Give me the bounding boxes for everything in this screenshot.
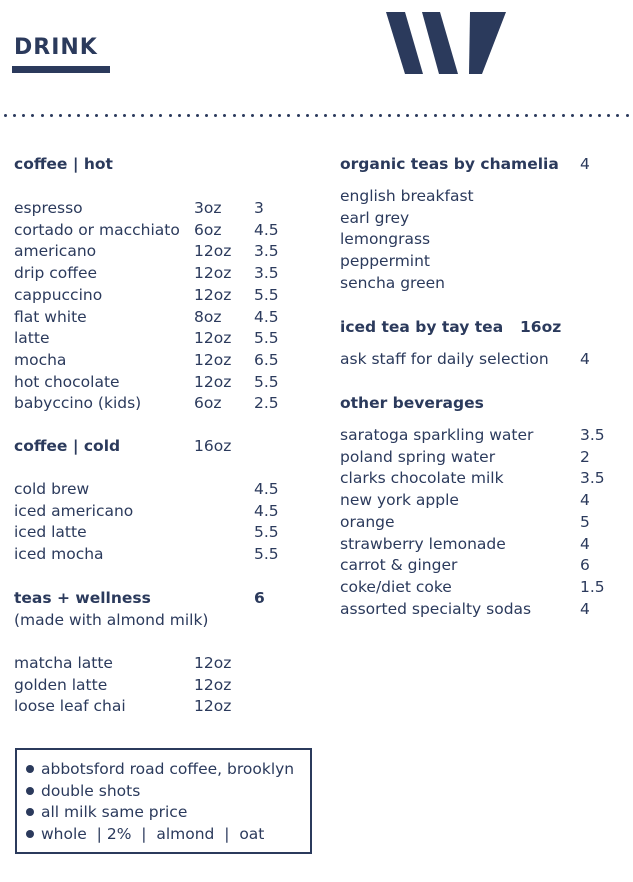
w-mark-logo <box>386 12 506 74</box>
item-name: americano <box>14 242 97 261</box>
divider-dot <box>95 114 98 117</box>
bullet-dot-icon <box>26 765 34 773</box>
divider-dot <box>360 114 363 117</box>
section-heading: coffee | cold <box>14 437 121 455</box>
section-subheading: (made with almond milk) <box>14 611 209 629</box>
item-size: 12oz <box>194 242 232 261</box>
item-size: 12oz <box>194 654 232 672</box>
section-size: 16oz <box>194 437 232 455</box>
divider-dot <box>552 114 555 117</box>
divider-dot <box>260 114 263 117</box>
dotted-divider <box>4 114 629 118</box>
item-size: 12oz <box>194 350 232 369</box>
section-price: 4 <box>580 155 590 173</box>
divider-dot <box>269 114 272 117</box>
item-name: cortado or macchiato <box>14 220 180 239</box>
item-price: 3.5 <box>580 469 605 488</box>
divider-dot <box>22 114 25 117</box>
divider-dot <box>507 114 510 117</box>
item-price: 3.5 <box>254 242 279 261</box>
divider-dot <box>77 114 80 117</box>
divider-dot <box>434 114 437 117</box>
item-price: 4.5 <box>254 501 279 520</box>
drink-logo-text: DRINK <box>14 35 98 55</box>
divider-dot <box>351 114 354 117</box>
item-name: peppermint <box>340 252 430 271</box>
item-name: iced americano <box>14 501 134 520</box>
section-heading: other beverages <box>340 394 484 412</box>
note-item <box>26 759 294 779</box>
item-price: 6 <box>580 556 590 575</box>
bullet-dot-icon <box>26 787 34 795</box>
item-price: 4 <box>580 534 590 553</box>
item-name: latte <box>14 329 50 348</box>
divider-dot <box>242 114 245 117</box>
divider-dot <box>342 114 345 117</box>
divider-dot <box>424 114 427 117</box>
item-price: 3 <box>254 199 264 217</box>
divider-dot <box>406 114 409 117</box>
bullet-dot-icon <box>26 830 34 838</box>
item-price: 5.5 <box>254 329 279 348</box>
divider-dot <box>86 114 89 117</box>
divider-dot <box>315 114 318 117</box>
item-price: 5.5 <box>254 523 279 542</box>
item-size: 3oz <box>194 199 222 217</box>
item-price: 5.5 <box>254 545 279 564</box>
divider-dot <box>525 114 528 117</box>
item-price: 4.5 <box>254 220 279 239</box>
divider-dot <box>543 114 546 117</box>
divider-dot <box>616 114 619 117</box>
divider-dot <box>297 114 300 117</box>
item-name: orange <box>340 512 395 531</box>
divider-dot <box>233 114 236 117</box>
divider-dot <box>205 114 208 117</box>
info-box <box>15 748 312 854</box>
drink-logo <box>12 35 110 74</box>
divider-dot <box>379 114 382 117</box>
item-name: strawberry lemonade <box>340 534 506 553</box>
divider-dot <box>169 114 172 117</box>
item-size: 12oz <box>194 372 232 391</box>
divider-dot <box>123 114 126 117</box>
divider-dot <box>196 114 199 117</box>
item-name: earl grey <box>340 208 410 227</box>
item-name: carrot & ginger <box>340 556 458 575</box>
item-price: 2.5 <box>254 394 279 413</box>
item-price: 4 <box>580 491 590 510</box>
item-size: 12oz <box>194 329 232 348</box>
item-size: 8oz <box>194 307 222 326</box>
item-price: 4.5 <box>254 307 279 326</box>
divider-dot <box>141 114 144 117</box>
divider-dot <box>251 114 254 117</box>
item-price: 4.5 <box>254 480 279 498</box>
note-text: double shots <box>41 781 141 800</box>
item-price: 4 <box>580 599 590 618</box>
item-name: assorted specialty sodas <box>340 599 532 618</box>
item-name: flat white <box>14 307 87 326</box>
item-name: espresso <box>14 199 83 217</box>
divider-dot <box>580 114 583 117</box>
note-item <box>26 802 187 822</box>
divider-dot <box>479 114 482 117</box>
item-name: drip coffee <box>14 264 98 283</box>
item-name: matcha latte <box>14 654 113 672</box>
divider-dot <box>287 114 290 117</box>
divider-dot <box>278 114 281 117</box>
divider-dot <box>397 114 400 117</box>
item-name: lemongrass <box>340 230 431 249</box>
item-price: 6.5 <box>254 350 279 369</box>
section-heading: teas + wellness <box>14 589 151 607</box>
divider-dot <box>370 114 373 117</box>
item-price: 5 <box>580 512 590 531</box>
item-name: hot chocolate <box>14 372 120 391</box>
divider-dot <box>607 114 610 117</box>
divider-dot <box>598 114 601 117</box>
bullet-dot-icon <box>26 808 34 816</box>
divider-dot <box>187 114 190 117</box>
divider-dot <box>223 114 226 117</box>
divider-dot <box>105 114 108 117</box>
divider-dot <box>214 114 217 117</box>
item-size: 12oz <box>194 675 232 694</box>
item-name: clarks chocolate milk <box>340 469 504 488</box>
item-name: cold brew <box>14 480 90 498</box>
item-name: new york apple <box>340 491 459 510</box>
divider-dot <box>388 114 391 117</box>
divider-dot <box>13 114 16 117</box>
note-item <box>26 824 264 844</box>
divider-dot <box>114 114 117 117</box>
divider-dot <box>324 114 327 117</box>
divider-dot <box>626 114 629 117</box>
item-name: saratoga sparkling water <box>340 426 534 444</box>
item-price: 3.5 <box>254 264 279 283</box>
item-price: 4 <box>580 350 590 368</box>
item-price: 3.5 <box>580 426 605 444</box>
item-name: poland spring water <box>340 447 496 466</box>
item-size: 12oz <box>194 285 232 304</box>
item-name: coke/diet coke <box>340 577 452 596</box>
item-name: english breakfast <box>340 187 474 205</box>
divider-dot <box>68 114 71 117</box>
divider-dot <box>132 114 135 117</box>
divider-dot <box>150 114 153 117</box>
divider-dot <box>4 114 7 117</box>
divider-dot <box>415 114 418 117</box>
divider-dot <box>178 114 181 117</box>
item-name: iced latte <box>14 523 87 542</box>
divider-dot <box>516 114 519 117</box>
divider-dot <box>461 114 464 117</box>
item-name: sencha green <box>340 273 445 292</box>
drink-logo-bar <box>12 66 110 73</box>
item-price: 2 <box>580 447 590 466</box>
item-name: ask staff for daily selection <box>340 350 549 368</box>
divider-dot <box>443 114 446 117</box>
item-price: 5.5 <box>254 285 279 304</box>
item-name: cappuccino <box>14 285 103 304</box>
divider-dot <box>488 114 491 117</box>
divider-dot <box>50 114 53 117</box>
item-price: 5.5 <box>254 372 279 391</box>
item-size: 6oz <box>194 220 222 239</box>
item-name: loose leaf chai <box>14 697 126 716</box>
divider-dot <box>31 114 34 117</box>
item-name: iced mocha <box>14 545 104 564</box>
divider-dot <box>452 114 455 117</box>
item-name: mocha <box>14 350 67 369</box>
section-heading: iced tea by tay tea <box>340 318 504 336</box>
item-price: 1.5 <box>580 577 605 596</box>
item-name: babyccino (kids) <box>14 394 142 413</box>
note-text: all milk same price <box>41 803 188 822</box>
item-name: golden latte <box>14 675 108 694</box>
divider-dot <box>306 114 309 117</box>
divider-dot <box>562 114 565 117</box>
divider-dot <box>470 114 473 117</box>
item-size: 6oz <box>194 394 222 413</box>
section-heading: organic teas by chamelia <box>340 155 559 173</box>
note-item <box>26 781 140 801</box>
divider-dot <box>534 114 537 117</box>
divider-dot <box>589 114 592 117</box>
item-size: 12oz <box>194 264 232 283</box>
divider-dot <box>571 114 574 117</box>
section-size: 16oz <box>520 318 562 336</box>
section-heading: coffee | hot <box>14 155 113 173</box>
item-size: 12oz <box>194 697 232 716</box>
divider-dot <box>333 114 336 117</box>
note-text: abbotsford road coffee, brooklyn <box>41 760 295 778</box>
divider-dot <box>41 114 44 117</box>
note-text: whole | 2% | almond | oat <box>41 825 265 844</box>
divider-dot <box>159 114 162 117</box>
divider-dot <box>59 114 62 117</box>
divider-dot <box>498 114 501 117</box>
section-price: 6 <box>254 589 265 607</box>
